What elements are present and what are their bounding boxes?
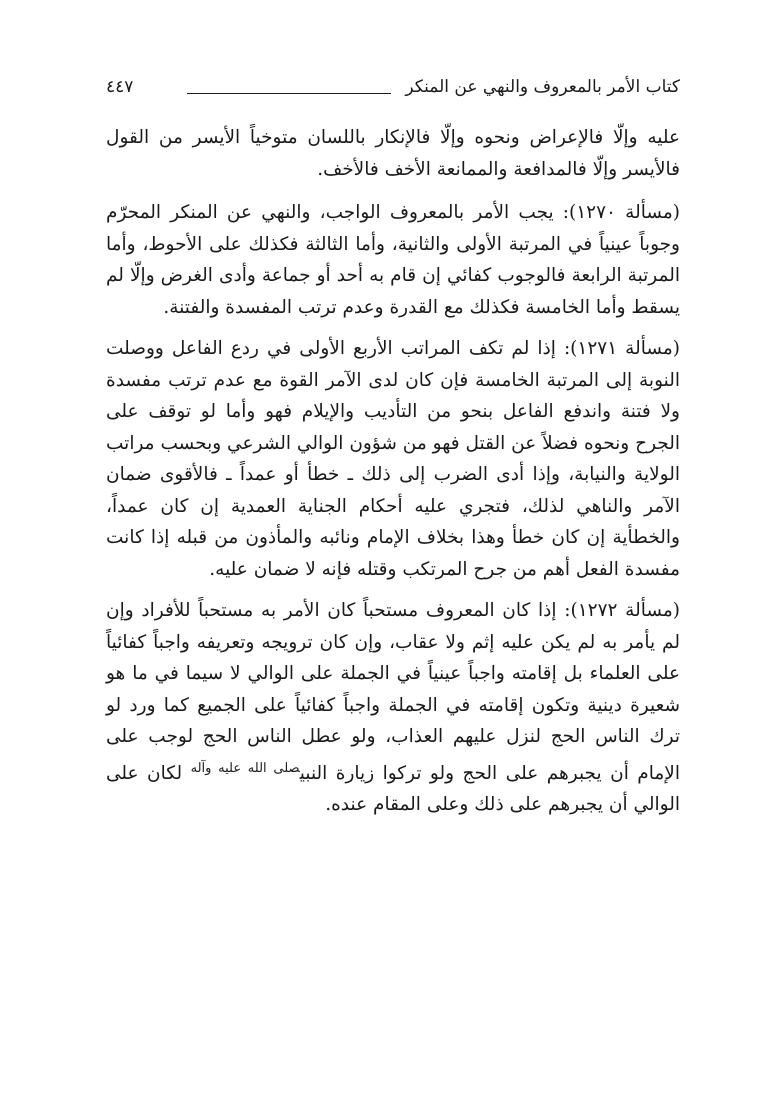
paragraph-text-end: لكان على الوالي أن يجبرهم على ذلك وعلى المقام عنده. bbox=[106, 762, 680, 816]
paragraph-text: يجب الأمر بالمعروف الواجب، والنهي عن المنكر المحرّم وجوباً عينياً في المرتبة الأولى والثانية، وأما الثالثة فكذلك على الأحوط، وأما المرتبة الرابعة فالوجوب كفائي إن قام به أحد أو جماعة وأدى الغرض وإلّا لم يسقط وأما الخامسة فكذلك مع القدرة وعدم ترتب المفسدة والفتنة. bbox=[106, 202, 680, 318]
running-title: كتاب الأمر بالمعروف والنهي عن المنكر bbox=[405, 77, 680, 97]
issue-1271 bbox=[106, 333, 680, 585]
issue-label: (مسألة ١٢٧٠): bbox=[562, 202, 680, 223]
paragraph-text: إذا كان المعروف مستحباً كان الأمر به مستحباً للأفراد وإن لم يأمر به لم يكن عليه إثم ولا عقاب، وإن كان ترويجه وتعريفه واجباً كفائياً على العلماء بل إقامته واجباً عينياً في الجملة على الوالي لا سيما في ما هو شعيرة دينية وتكون إقامته في الجملة واجباً كفائياً على الجميع كما ورد لو ترك الناس الحج لنزل عليهم العذاب، ولو عطل الناس الحج لوجب على الإمام أن يجبرهم على الحج ولو تركوا زيارة النبي bbox=[106, 600, 681, 784]
issue-label: (مسألة ١٢٧٢): bbox=[564, 600, 680, 621]
header-rule bbox=[187, 93, 391, 94]
page-header bbox=[106, 74, 680, 100]
paragraph-continuation bbox=[106, 122, 680, 185]
page-number: ٤٤٧ bbox=[106, 77, 134, 97]
issue-1270 bbox=[106, 197, 680, 323]
honorific-symbol: صلى الله عليه وآله bbox=[190, 760, 300, 776]
paragraph-text: عليه وإلّا فالإعراض ونحوه وإلّا فالإنكار باللسان متوخياً الأيسر من القول فالأيسر وإلّا فالمدافعة والممانعة الأخف فالأخف. bbox=[106, 127, 680, 180]
paragraph-text: إذا لم تكف المراتب الأربع الأولى في ردع الفاعل ووصلت النوبة إلى المرتبة الخامسة فإن كان لدى الآمر القوة مع عدم ترتب مفسدة ولا فتنة واندفع الفاعل بنحو من التأديب والإيلام فهو وأما لو توقف على الجرح ونحوه فضلاً عن القتل فهو من شؤون الوالي الشرعي وبحسب مراتب الولاية والنيابة، وإذا أدى الضرب إلى ذلك ـ خطأ أو عمداً ـ فالأقوى ضمان الآمر والناهي لذلك، فتجري عليه أحكام الجناية العمدية إن كان عمداً، والخطأية إن كان خطأ وهذا بخلاف الإمام ونائبه والمأذون من قبله إذا كانت مفسدة الفعل أهم من جرح المرتكب وقتله فإنه لا ضمان عليه. bbox=[106, 338, 680, 580]
issue-label: (مسألة ١٢٧١): bbox=[563, 338, 680, 359]
issue-1272 bbox=[106, 595, 680, 821]
body-text bbox=[106, 122, 680, 831]
